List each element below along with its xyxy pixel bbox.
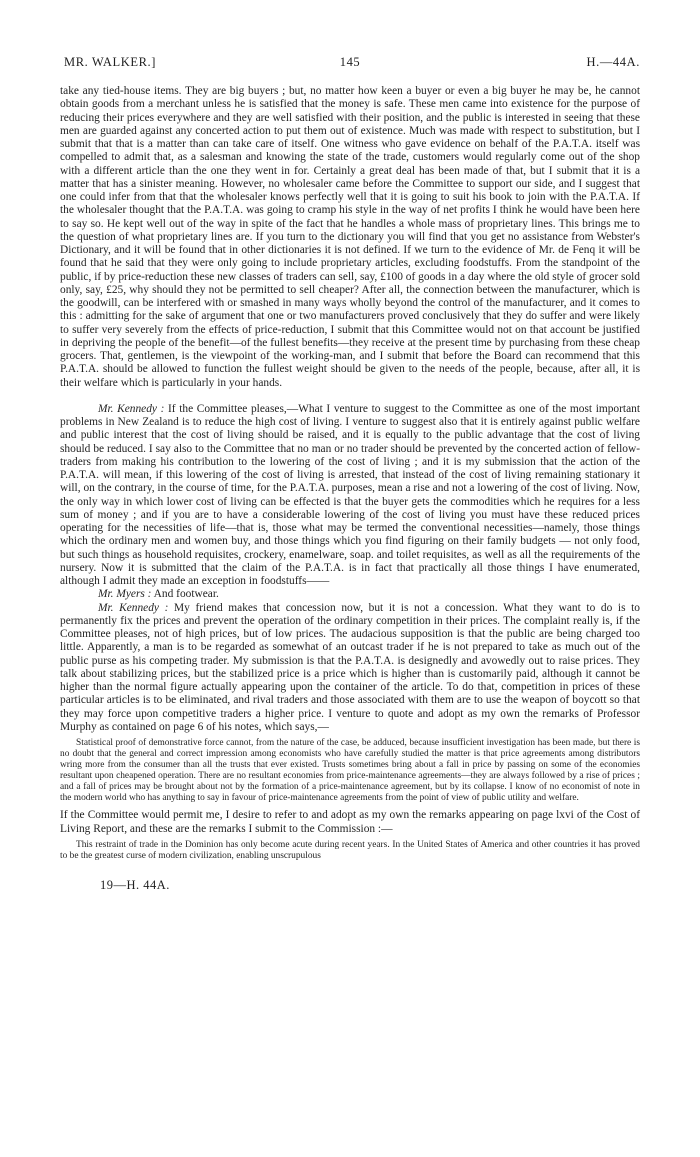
header-section-title: MR. WALKER.]: [64, 55, 157, 69]
page-header: [60, 55, 640, 75]
page-number: 145: [339, 55, 361, 69]
quotation-cost-of-living-report: This restraint of trade in the Dominion has only become acute during recent years. In the United States of America and other countries it has proved to be the greatest curse of modern civilization, enabling unscrupulous: [60, 839, 640, 861]
paragraph-kennedy-opening: [60, 403, 640, 589]
speech-text: My friend makes that concession now, but it is not a concession. What they want to do is to permanently fix the prices and prevent the operation of the ordinary competition in their prices. The complaint really is, if the Committee pleases, not of high prices, but of low prices. The audacious supposition is that the public are being charged too little. Apparently, a man is to be regarded as somewhat of an outcast trader if he is not prepared to take as much out of the public purse as his competing trader. My submission is that the P.A.T.A. is designedly and avowedly out to raise prices. They talk about stabilizing prices, but the stabilized price is a price which is higher than is customarily paid, although it cannot be higher than the normal figure actually appearing upon the container of the article. To do that, competition in prices of these particular articles is to be eliminated, and rival traders and those associated with them are to use the weapon of boycott so that they may force upon competitive traders a higher price. I venture to quote and adopt as my own the remarks of Professor Murphy as contained on page 6 of his notes, which says,—: [60, 601, 640, 733]
paragraph-gap: [60, 390, 640, 403]
paragraph-myers-interjection: [60, 588, 640, 601]
page-footer-signature: 19—H. 44A.: [100, 877, 170, 892]
speaker-name: Mr. Kennedy :: [98, 601, 169, 614]
speaker-name: Mr. Kennedy :: [98, 402, 165, 415]
paragraph-cost-of-living-reference: If the Committee would permit me, I desire to refer to and adopt as my own the remarks appearing on page lxvi of the Cost of Living Report, and these are the remarks I submit to the Commission :—: [60, 809, 640, 835]
quotation-professor-murphy: Statistical proof of demonstrative force cannot, from the nature of the case, be adduced, because insufficient investigation has been made, but there is no doubt that the general and correct impression among economists who have carefully studied the matter is that price agreements among distributors wring more from the consumer than all the trusts that ever existed. Trusts sometimes bring about a fall in price by passing on some of the economies resultant upon cheapened operation. There are no resultant economies from price-maintenance agreements—they are always followed by a rise of prices ; and a fall of prices may be brought about not by the formation of a price-maintenance agreement, but by its collapse. I know of no economist of note in the modern world who has anything to say in favour of price-maintenance agreements from the point of view of public utility and welfare.: [60, 738, 640, 803]
document-reference: H.—44A.: [586, 55, 640, 69]
paragraph-walker-conclusion: take any tied-house items. They are big buyers ; but, no matter how keen a buyer or even a big buyer he may be, he cannot obtain goods from a merchant unless he is satisfied that the money is safe. These men came into existence for the purpose of reducing their prices everywhere and they are well satisfied with their position, and the public is interested in seeing that these men are guarded against any concerted action to put them out of existence. Much was made with respect to substitution, but I submit that that is a matter than can take care of itself. One witness who gave evidence on behalf of the P.A.T.A. itself was compelled to admit that, as a salesman and knowing the state of the trade, customers would regularly come out of the shop with a different article than the one they went in for. Certainly a great deal has been made of that, but I submit that it is a matter that has a sinister meaning. However, no wholesaler came before the Committee to support our side, and I suggest that one could infer from that that the wholesaler knows perfectly well that it is going to suit his book to join with the P.A.T.A. If the wholesaler thought that the P.A.T.A. was going to cramp his style in the way of net profits I think he would have been here to say so. He kept well out of the way in spite of the fact that he handles a whole mass of proprietary lines. This brings me to the question of what proprietary lines are. If you turn to the dictionary you will find that you get no assistance from Webster's Dictionary, and it will be found that in other dictionaries it is not defined. If we turn to the evidence of Mr. de Fenq it will be found that he said that they were only going to include proprietary articles, excluding foodstuffs. From the standpoint of the public, if by price-reduction these new classes of traders can sell, say, £100 of goods in a day where the old style of grocer sold only, say, £25, why should they not be permitted to sell cheaper? After all, the connection between the manufacturer, which is the goodwill, can be interfered with or smashed in many ways wholly beyond the control of the manufacturer, and it comes to this : admitting for the sake of argument that one or two manufacturers proved conclusively that they do suffer and were likely to suffer very severely from the effects of price-reduction, I submit that this Committee would not on that account be justified in depriving the people of the benefit—of the fullest benefits—they receive at the present time by purchasing from these cheap grocers. That, gentlemen, is the viewpoint of the working-man, and I submit that before the Board can recommend that this P.A.T.A. should be allowed to function the fullest weight should be given to the needs of the people, because, after all, it is their welfare which is particularly in your hands.: [60, 85, 640, 389]
speaker-name: Mr. Myers :: [98, 588, 152, 601]
speech-text: If the Committee pleases,—What I venture to suggest to the Committee as one of the most important problems in New Zealand is to reduce the high cost of living. I venture to suggest also that it is entirely against public welfare and public interest that the cost of living should be raised, and it is equally to the public advantage that the cost of living should be reduced. I say also to the Committee that no man or no trader should be prevented by the concerted action of fellow-traders from making his contribution to the lowering of the cost of living ; and it is my submission that the action of the P.A.T.A. will mean, if this lowering of the cost of living is arrested, that instead of the cost of living remaining stationary it will, on the contrary, in the course of time, for the P.A.T.A. purposes, mean a rise and not a lowering of the cost of living. Now, the only way in which lower cost of living can be effected is that the buyer gets the commodities which he requires for a less sum of money ; and if you are to have a considerable lowering of the cost of living you must have these reduced prices operating for the necessities of life—that is, those what may be termed the conventional necessities—namely, those things which the ordinary men and women buy, and those things which you find figuring on their family budgets — not only food, but such things as household requisites, crockery, enamelware, soap. and toilet requisites, as well as all the requirements of the nursery. Now it is submitted that the claim of the P.A.T.A. is in fact that practically all those things I have enumerated, although I admit they made an exception in foodstuffs——: [60, 402, 640, 587]
paragraph-kennedy-reply: [60, 602, 640, 735]
speech-text: And footwear.: [151, 588, 219, 601]
